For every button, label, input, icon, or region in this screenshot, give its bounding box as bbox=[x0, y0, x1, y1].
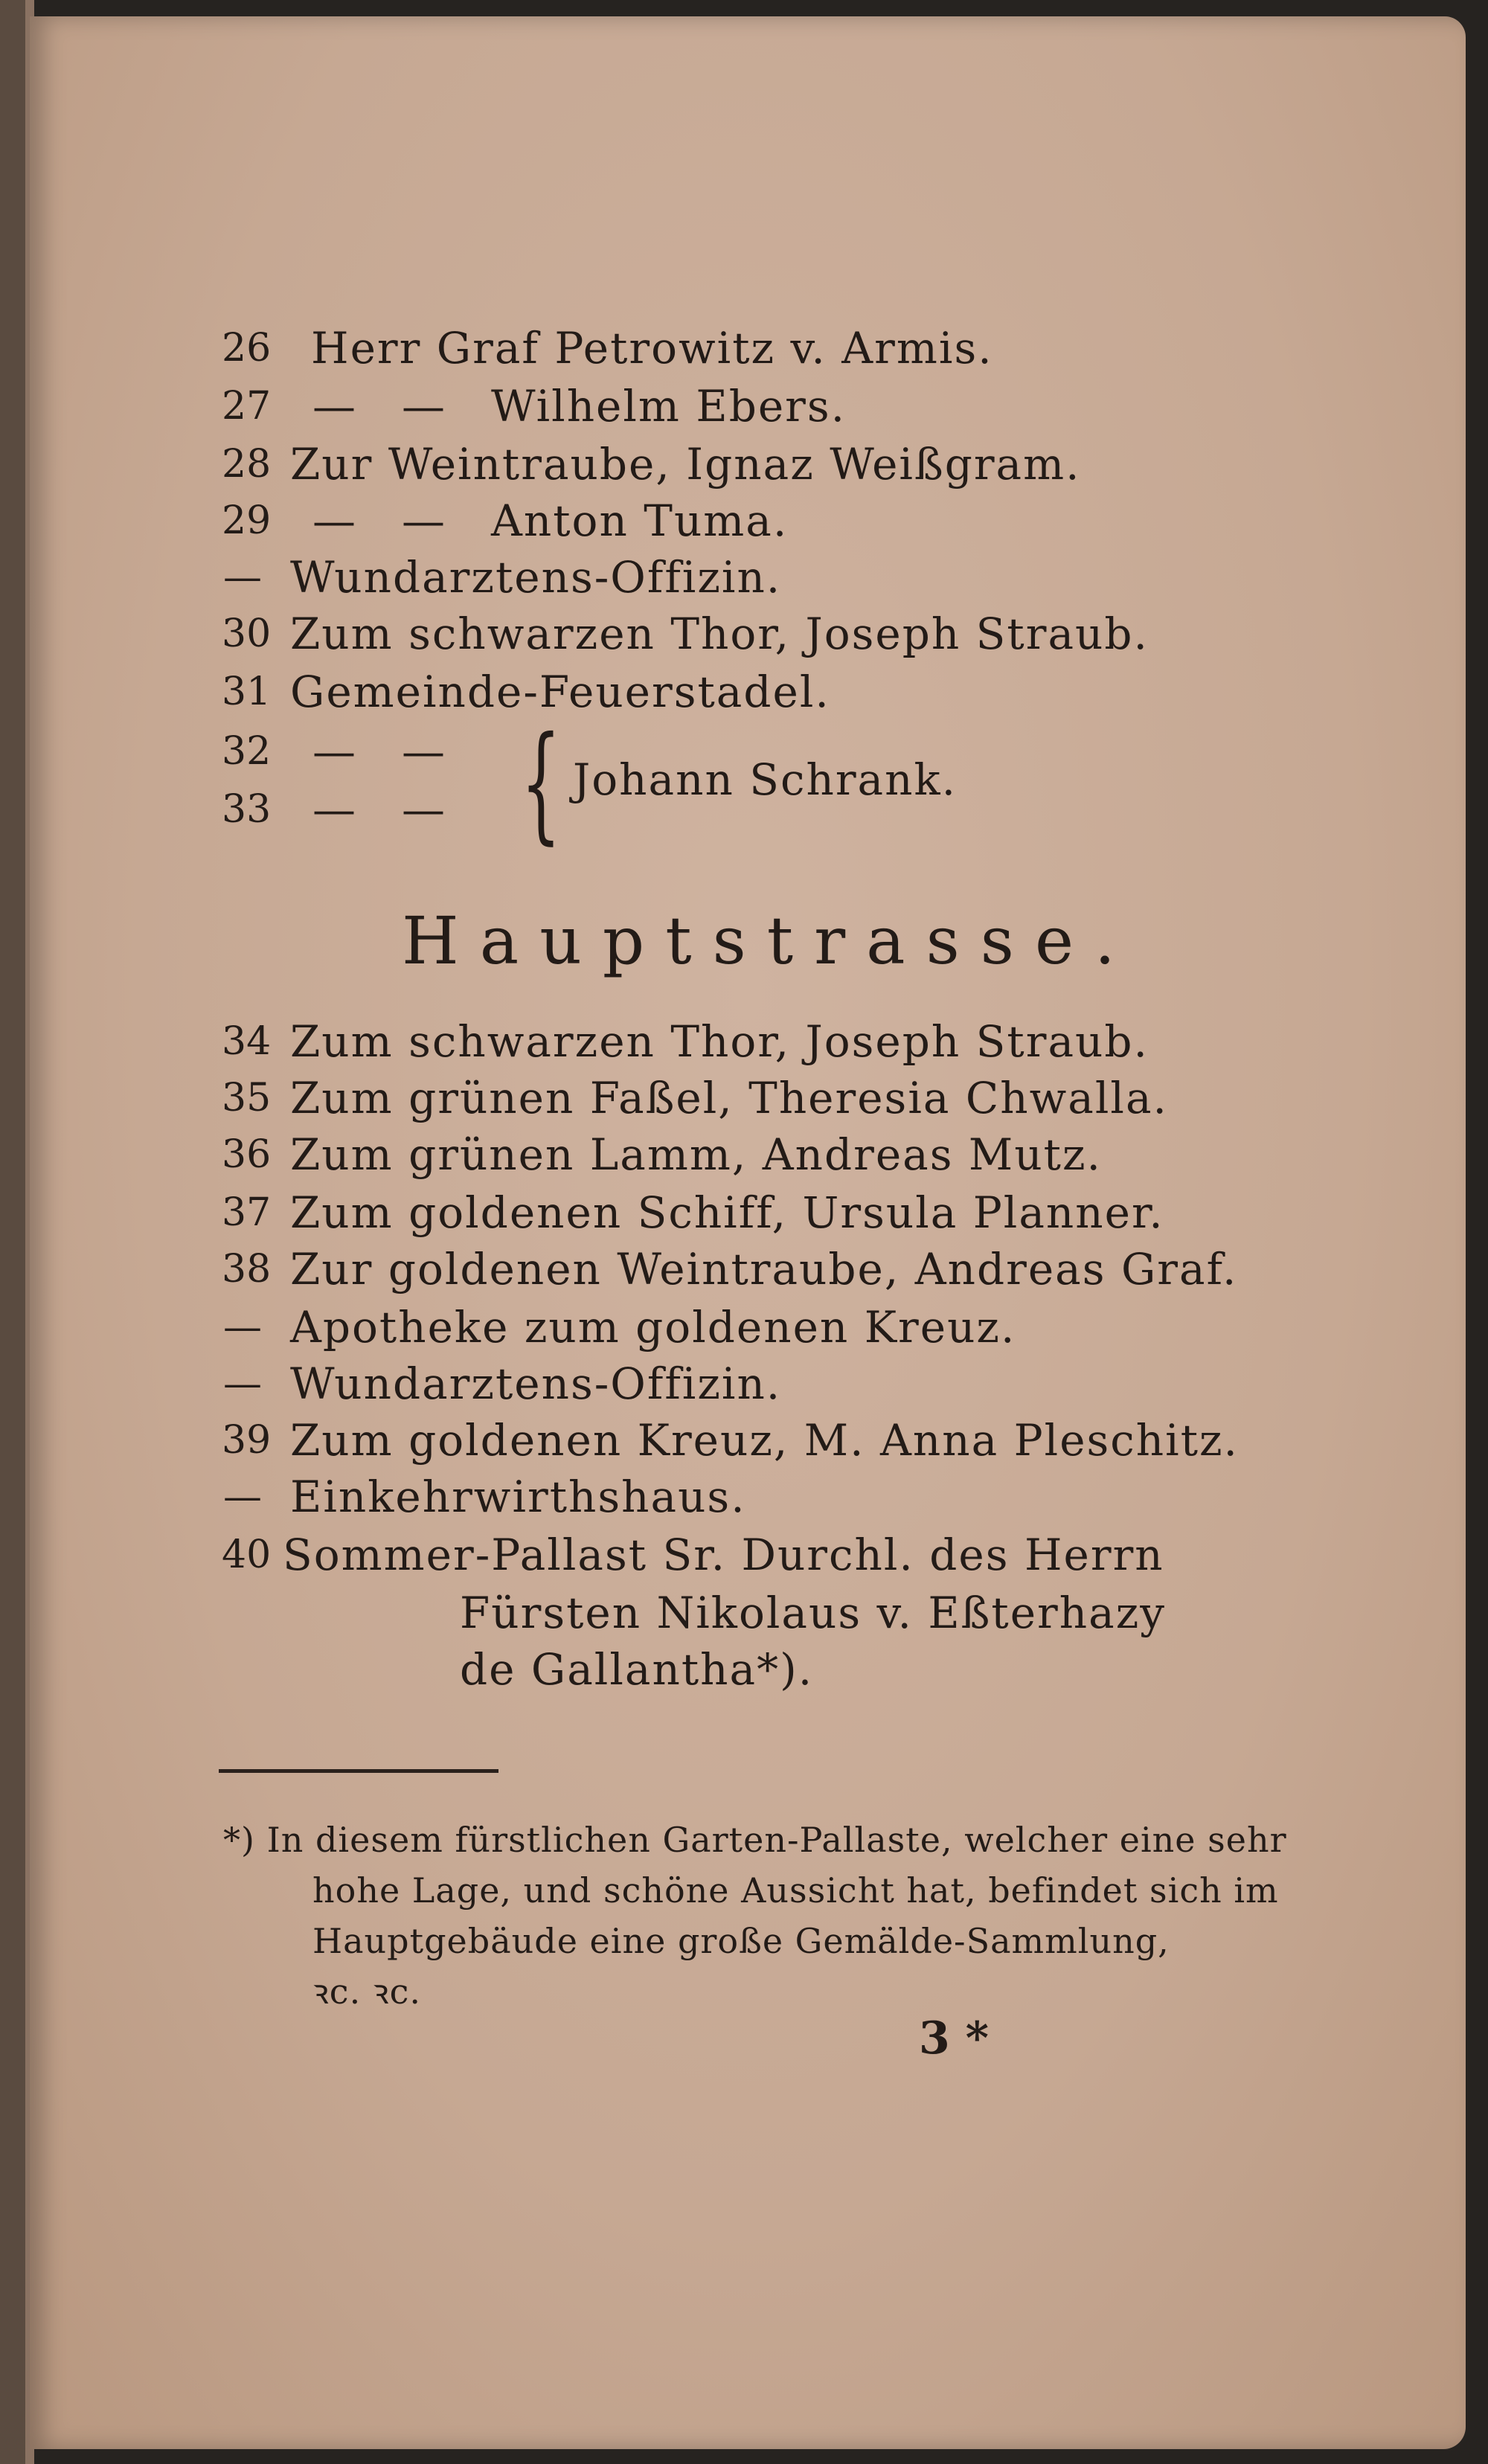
house-number: 39 bbox=[222, 1418, 272, 1463]
footnote-rule bbox=[219, 1769, 498, 1773]
house-entry: Zum grünen Lamm, Andreas Mutz. bbox=[290, 1129, 1102, 1180]
house-entry: Zur goldenen Weintraube, Andreas Graf. bbox=[290, 1244, 1238, 1294]
house-number: 38 bbox=[222, 1247, 272, 1292]
ditto-mark: — bbox=[312, 726, 356, 777]
house-number: 33 bbox=[222, 787, 272, 832]
house-number: 26 bbox=[222, 326, 272, 370]
house-number: 32 bbox=[222, 729, 272, 774]
house-entry: Zum goldenen Schiff, Ursula Planner. bbox=[290, 1187, 1164, 1238]
ditto-mark: — bbox=[402, 784, 445, 835]
ditto-mark: — bbox=[402, 381, 445, 431]
house-number: — bbox=[223, 1361, 262, 1406]
ditto-mark: — bbox=[402, 495, 445, 546]
house-number: — bbox=[223, 555, 262, 600]
house-number: — bbox=[223, 1305, 262, 1350]
ditto-mark: — bbox=[312, 495, 356, 546]
house-number: 28 bbox=[222, 442, 272, 487]
footnote-line: Hauptgebäude eine große Gemälde-Sammlung, bbox=[312, 1921, 1170, 1961]
signature-mark: 3 * bbox=[919, 2012, 990, 2064]
house-number: 40 bbox=[222, 1533, 272, 1577]
footnote-line: *) In diesem fürstlichen Garten-Pallaste, welcher eine sehr bbox=[223, 1820, 1287, 1860]
ditto-mark: — bbox=[312, 381, 356, 431]
house-entry-line: de Gallantha*). bbox=[460, 1644, 814, 1695]
house-entry: Zum schwarzen Thor, Joseph Straub. bbox=[290, 609, 1149, 659]
section-heading: Hauptstrasse. bbox=[402, 902, 1137, 979]
house-entry-line: Sommer-Pallast Sr. Durchl. des Herrn bbox=[283, 1530, 1164, 1580]
house-entry: Johann Schrank. bbox=[573, 754, 958, 805]
house-number: 37 bbox=[222, 1190, 272, 1235]
house-number: 27 bbox=[222, 384, 272, 429]
house-number: 31 bbox=[222, 670, 272, 714]
house-entry: Wundarztens-Offizin. bbox=[290, 552, 782, 603]
house-entry: Wilhelm Ebers. bbox=[491, 381, 847, 431]
house-entry: Zum goldenen Kreuz, M. Anna Pleschitz. bbox=[290, 1415, 1239, 1466]
house-entry: Herr Graf Petrowitz v. Armis. bbox=[311, 323, 993, 373]
ditto-mark: — bbox=[402, 726, 445, 777]
footnote-line: hohe Lage, und schöne Aussicht hat, befindet sich im bbox=[312, 1870, 1279, 1910]
house-entry: Anton Tuma. bbox=[491, 495, 789, 546]
house-entry: Zum grünen Faßel, Theresia Chwalla. bbox=[290, 1073, 1168, 1123]
house-number: 30 bbox=[222, 612, 272, 656]
house-number: 36 bbox=[222, 1132, 272, 1177]
house-number: 34 bbox=[222, 1019, 272, 1064]
house-number: 35 bbox=[222, 1076, 272, 1120]
house-entry-line: Fürsten Nikolaus v. Eßterhazy bbox=[460, 1588, 1167, 1638]
house-number: — bbox=[223, 1475, 262, 1519]
house-number: 29 bbox=[222, 498, 272, 543]
ditto-mark: — bbox=[312, 784, 356, 835]
curly-brace: { bbox=[521, 710, 562, 857]
house-entry: Apotheke zum goldenen Kreuz. bbox=[290, 1302, 1016, 1353]
house-entry: Zur Weintraube, Ignaz Weißgram. bbox=[290, 439, 1081, 490]
house-entry: Gemeinde-Feuerstadel. bbox=[290, 667, 830, 717]
house-entry: Einkehrwirthshaus. bbox=[290, 1472, 746, 1522]
book-spine-edge bbox=[0, 0, 25, 2464]
footnote-line: ꝛc. ꝛc. bbox=[312, 1971, 421, 2012]
house-entry: Zum schwarzen Thor, Joseph Straub. bbox=[290, 1016, 1149, 1067]
house-entry: Wundarztens-Offizin. bbox=[290, 1358, 782, 1409]
